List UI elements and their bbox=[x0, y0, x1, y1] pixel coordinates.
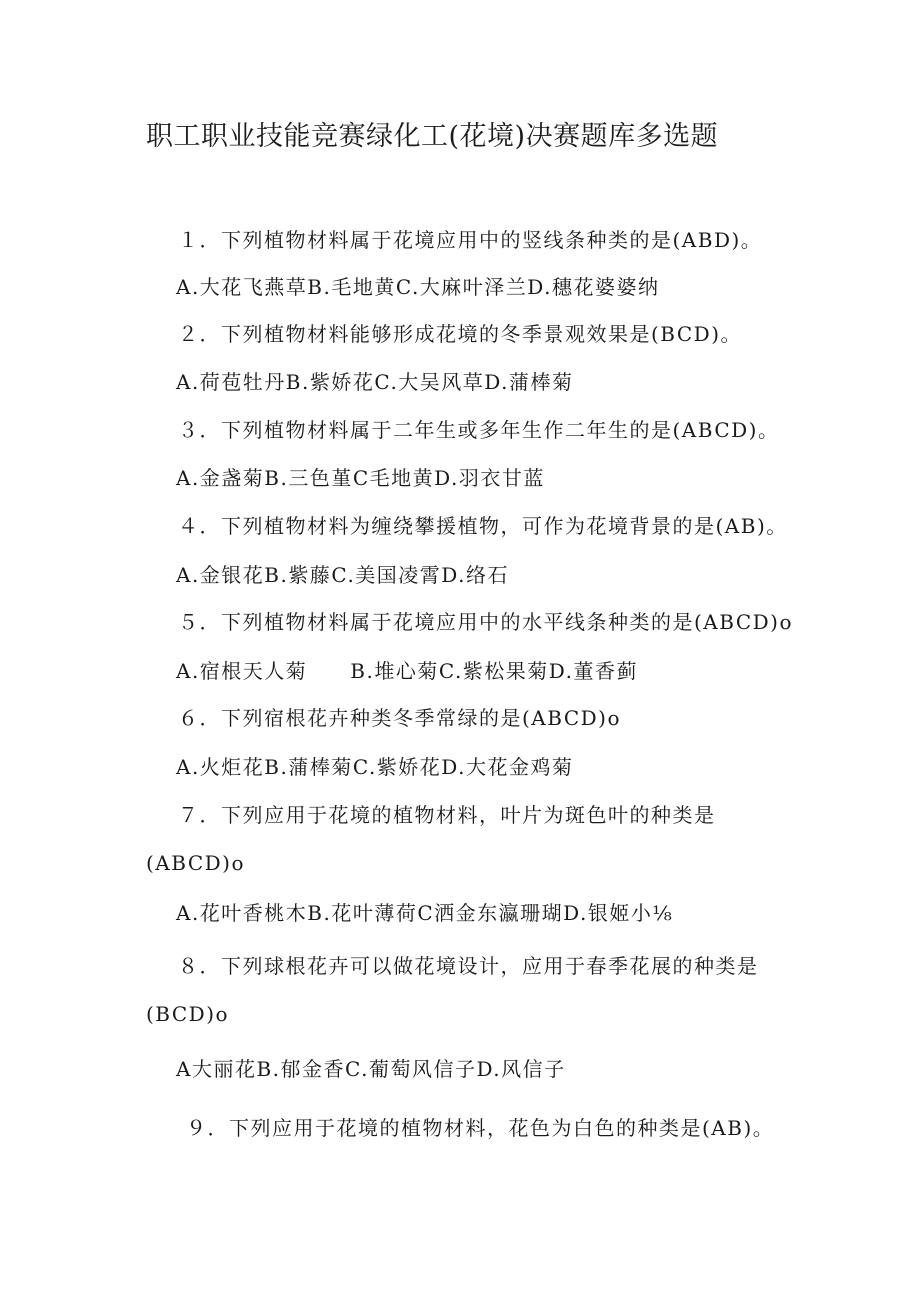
question-8-stem: ８．下列球根花卉可以做花境设计，应用于春季花展的种类是 bbox=[178, 954, 759, 978]
question-6-stem: ６．下列宿根花卉种类冬季常绿的是(ABCD)o bbox=[178, 706, 621, 730]
question-5-stem: ５．下列植物材料属于花境应用中的水平线条种类的是(ABCD)o bbox=[178, 610, 793, 634]
page-title: 职工职业技能竞赛绿化工(花境)决赛题库多选题 bbox=[146, 121, 719, 152]
question-5-options: A.宿根天人菊 B.堆心菊C.紫松果菊D.董香蓟 bbox=[176, 659, 638, 683]
question-9-stem: ９．下列应用于花境的植物材料，花色为白色的种类是(AB)。 bbox=[186, 1116, 775, 1140]
question-8-options: A大丽花B.郁金香C.葡萄风信子D.风信子 bbox=[176, 1057, 566, 1081]
question-2-options: A.荷苞牡丹B.紫娇花C.大吴风草D.蒲棒菊 bbox=[176, 370, 574, 394]
question-7-options: A.花叶香桃木B.花叶薄荷C洒金东瀛珊瑚D.银姬小⅛ bbox=[176, 901, 674, 925]
question-7-stem: ７．下列应用于花境的植物材料，叶片为斑色叶的种类是 bbox=[178, 803, 716, 827]
question-1-stem: １．下列植物材料属于花境应用中的竖线条种类的是(ABD)。 bbox=[178, 228, 763, 252]
question-4-stem: ４．下列植物材料为缠绕攀援植物，可作为花境背景的是(AB)。 bbox=[178, 514, 788, 538]
question-8-continuation: (BCD)o bbox=[146, 1002, 230, 1026]
question-1-options: A.大花飞燕草B.毛地黄C.大麻叶泽兰D.穗花婆婆纳 bbox=[176, 275, 660, 299]
question-7-continuation: (ABCD)o bbox=[146, 851, 245, 875]
question-2-stem: ２．下列植物材料能够形成花境的冬季景观效果是(BCD)。 bbox=[178, 322, 743, 346]
question-3-stem: ３．下列植物材料属于二年生或多年生作二年生的是(ABCD)。 bbox=[178, 418, 780, 442]
question-4-options: A.金银花B.紫藤C.美国凌霄D.络石 bbox=[176, 563, 509, 587]
question-6-options: A.火炬花B.蒲棒菊C.紫娇花D.大花金鸡菊 bbox=[176, 755, 574, 779]
question-3-options: A.金盏菊B.三色堇C毛地黄D.羽衣甘蓝 bbox=[176, 466, 545, 490]
